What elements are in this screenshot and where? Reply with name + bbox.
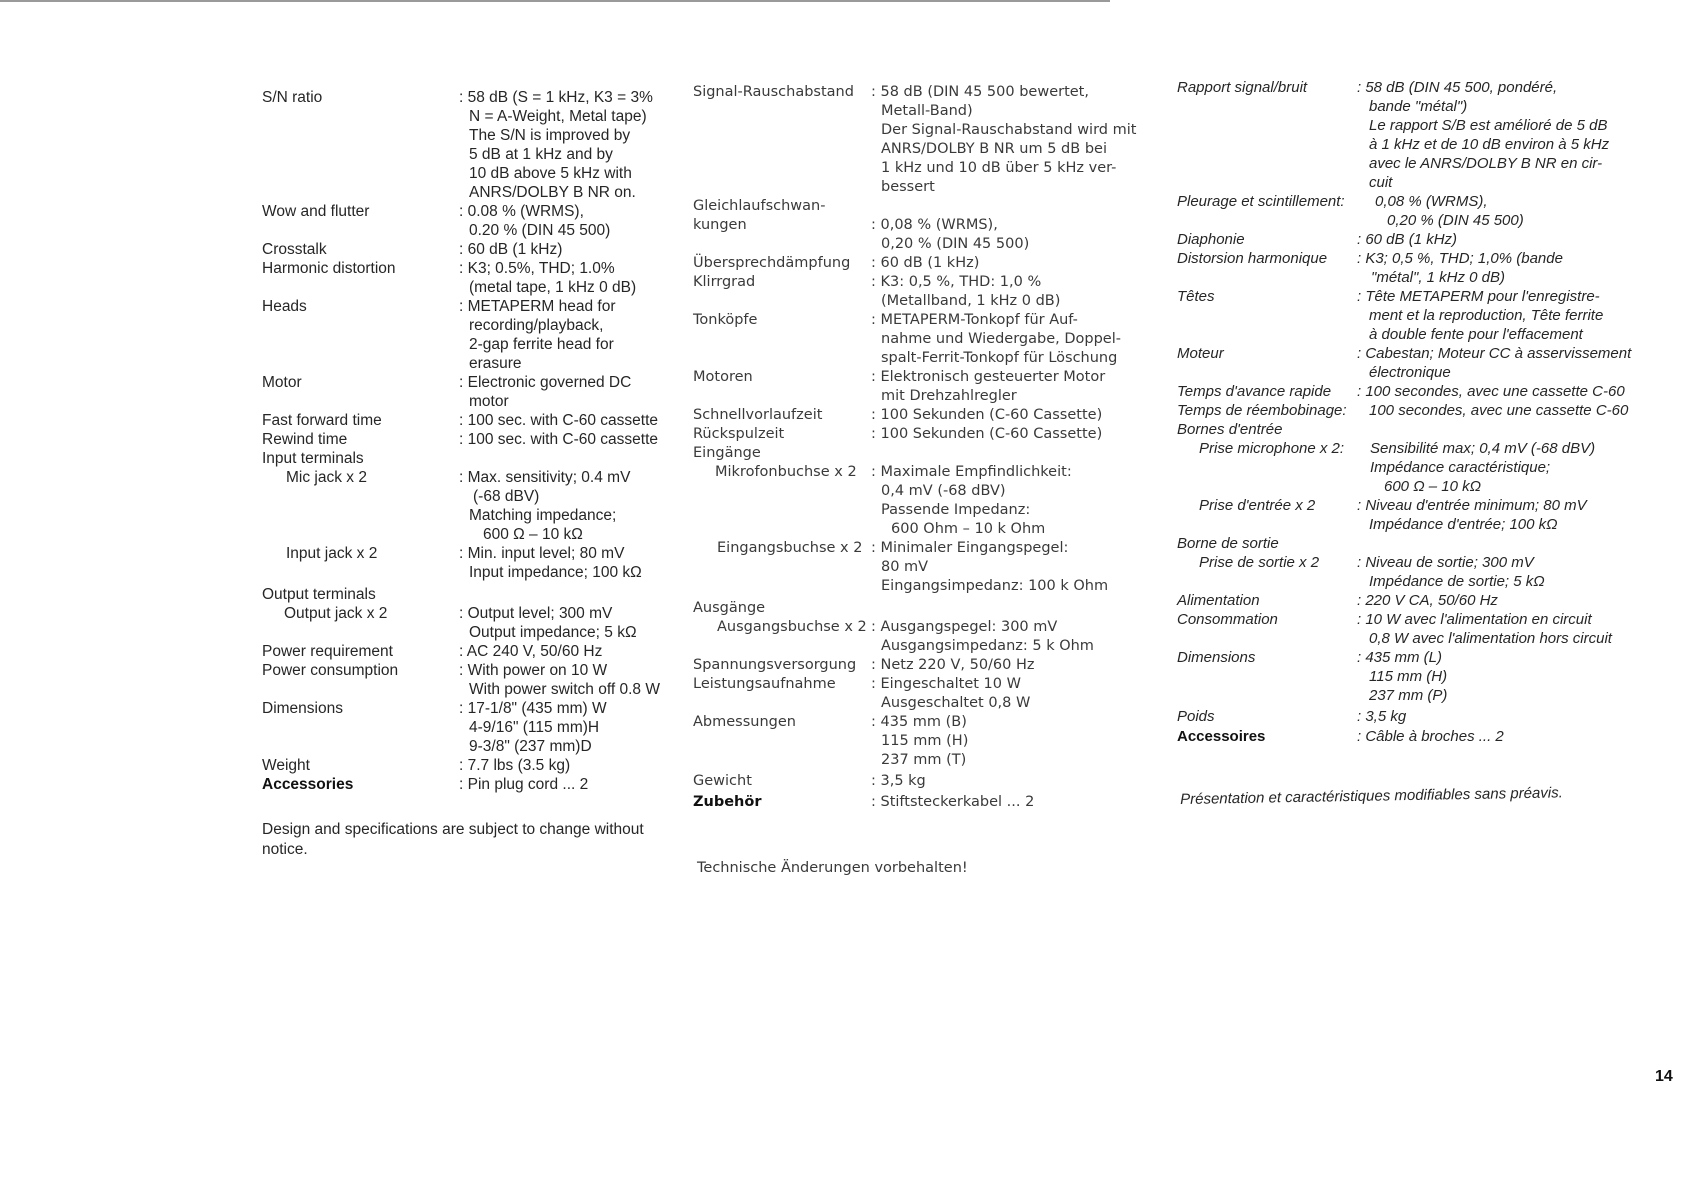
page-number: 14: [1655, 1068, 1673, 1085]
german-disclaimer: Technische Änderungen vorbehalten!: [697, 860, 968, 876]
english-disclaimer: Design and specifications are subject to change without notice.: [262, 821, 644, 858]
french-disclaimer: Présentation et caractéristiques modifiables sans préavis.: [1180, 784, 1563, 808]
top-border-line: [0, 0, 1110, 2]
